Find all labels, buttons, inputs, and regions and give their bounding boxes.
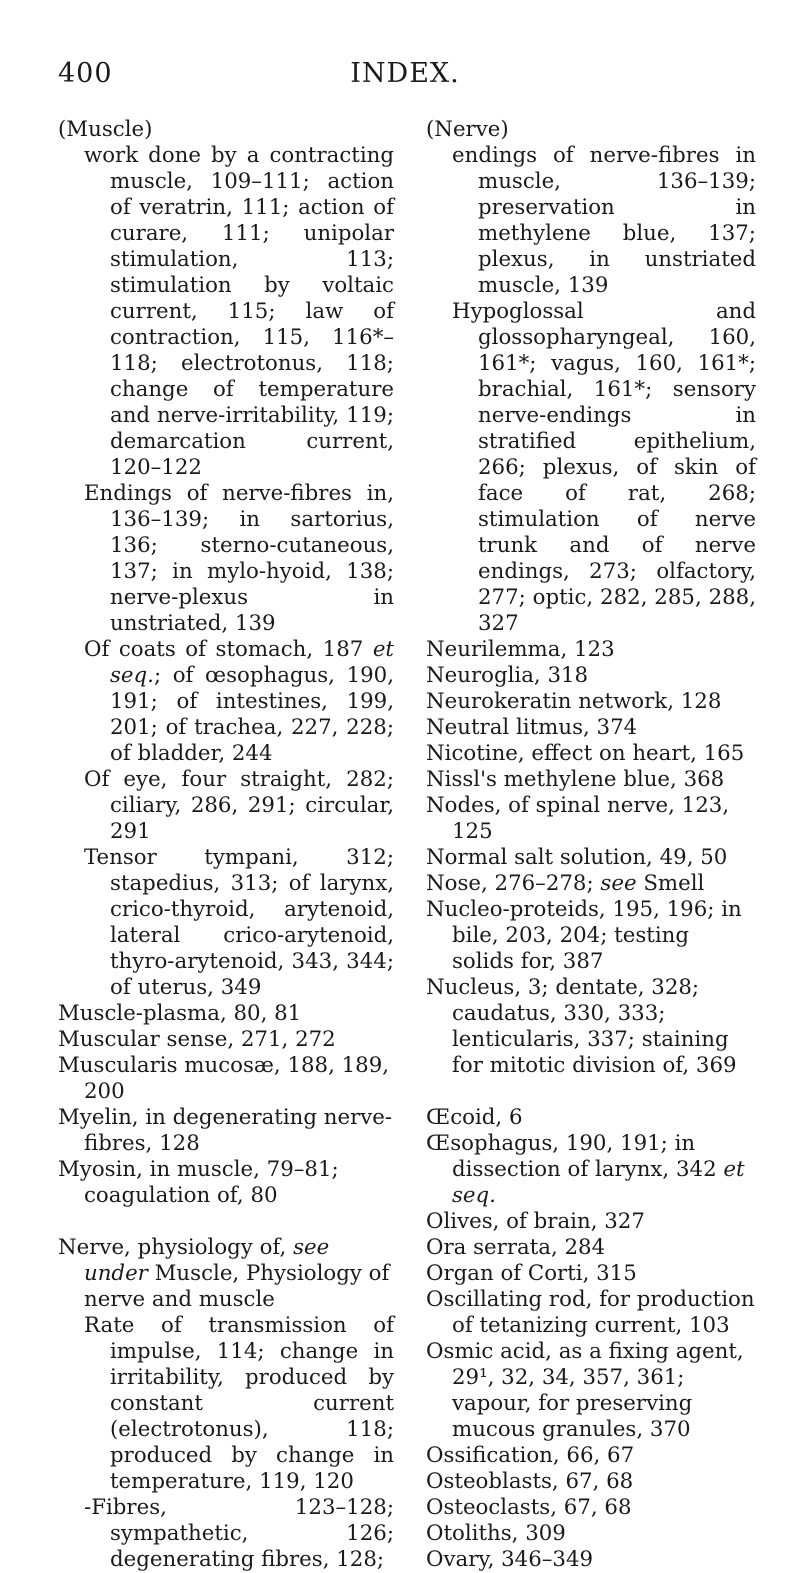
right-index-entry: Neurokeratin network, 128 [426, 689, 722, 714]
right-continued-heading: (Nerve) [426, 117, 509, 142]
right-index-entry: Osteoblasts, 67, 68 [426, 1469, 634, 1494]
right-index-entry: Nucleus, 3; dentate, 328; caudatus, 330, 333; lenticularis, 337; staining for mitotic division of, 369 [426, 975, 737, 1078]
right-index-entry: Nicotine, effect on heart, 165 [426, 741, 745, 766]
left-index-entry: Muscle-plasma, 80, 81 [58, 1001, 302, 1026]
section-gap [426, 1079, 756, 1105]
left-index-entry: Muscularis mucosæ, 188, 189, 200 [58, 1053, 390, 1104]
right-index-entry: Neutral litmus, 374 [426, 715, 638, 740]
right-index-entry: Ossification, 66, 67 [426, 1443, 635, 1468]
right-index-entry: Neuroglia, 318 [426, 663, 589, 688]
right-index-entry: Ora serrata, 284 [426, 1235, 606, 1260]
right-index-entry: Organ of Corti, 315 [426, 1261, 637, 1286]
left-index-subentry: Of coats of stomach, 187 et seq.; of œsophagus, 190, 191; of intestines, 199, 201; of trachea, 227, 228; of bladder, 244 [84, 637, 394, 766]
right-index-entry: Nodes, of spinal nerve, 123, 125 [426, 793, 730, 844]
right-index-entry: Normal salt solution, 49, 50 [426, 845, 728, 870]
right-index-entry: Ovary, 346–349 [426, 1547, 594, 1572]
right-index-column [426, 117, 756, 1573]
right-index-subentry: endings of nerve-fibres in muscle, 136–139; preservation in methylene blue, 137; plexus, in unstriated muscle, 139 [452, 143, 756, 298]
right-index-entry: Osteoclasts, 67, 68 [426, 1495, 632, 1520]
right-index-entry: Nissl's methylene blue, 368 [426, 767, 725, 792]
right-index-entry: Nose, 276–278; see Smell [426, 871, 705, 896]
left-index-entry: Myelin, in degenerating nerve-fibres, 128 [58, 1105, 393, 1156]
section-gap [58, 1209, 394, 1235]
right-index-entry: Œcoid, 6 [426, 1105, 523, 1130]
right-index-entry: Olives, of brain, 327 [426, 1209, 645, 1234]
left-index-subentry: Rate of transmission of impulse, 114; change in irritability, produced by constant current (electrotonus), 118; produced by change in temperature, 119, 120 [84, 1313, 394, 1494]
right-index-entry: Œsophagus, 190, 191; in dissection of larynx, 342 et seq. [426, 1131, 745, 1208]
page-number: 400 [58, 58, 113, 89]
left-index-subentry: Tensor tympani, 312; stapedius, 313; of larynx, crico-thyroid, arytenoid, lateral crico-arytenoid, thyro-arytenoid, 343, 344; of uterus, 349 [84, 845, 394, 1000]
left-index-subentry: Endings of nerve-fibres in, 136–139; in sartorius, 136; sterno-cutaneous, 137; in mylo-hyoid, 138; nerve-plexus in unstriated, 139 [84, 481, 394, 636]
left-index-entry: Myosin, in muscle, 79–81; coagulation of, 80 [58, 1157, 339, 1208]
right-index-entry: Neurilemma, 123 [426, 637, 615, 662]
left-index-subentry: Of eye, four straight, 282; ciliary, 286, 291; circular, 291 [84, 767, 394, 844]
right-index-entry: Otoliths, 309 [426, 1521, 566, 1546]
left-index-entry: Nerve, physiology of, see under Muscle, Physiology of nerve and muscle [58, 1235, 390, 1312]
right-index-entry: Osmic acid, as a fixing agent, 29¹, 32, 34, 357, 361; vapour, for preserving mucous granules, 370 [426, 1339, 744, 1442]
left-index-subentry: work done by a contracting muscle, 109–111; action of veratrin, 111; action of curare, 111; unipolar stimulation, 113; stimulation by voltaic current, 115; law of contraction, 115, 116*–118; electrotonus, 118; change of temperature and nerve-irritability, 119; demarcation current, 120–122 [84, 143, 394, 480]
page-title: INDEX. [350, 58, 460, 89]
left-index-column [58, 117, 394, 1573]
right-index-entry: Oscillating rod, for production of tetanizing current, 103 [426, 1287, 755, 1338]
right-index-subentry: Hypoglossal and glossopharyngeal, 160, 161*; vagus, 160, 161*; brachial, 161*; sensory nerve-endings in stratified epithelium, 266; plexus, of skin of face of rat, 268; stimulation of nerve trunk and of nerve endings, 273; olfactory, 277; optic, 282, 285, 288, 327 [452, 299, 756, 636]
left-continued-heading: (Muscle) [58, 117, 153, 142]
right-index-entry: Nucleo-proteids, 195, 196; in bile, 203, 204; testing solids for, 387 [426, 897, 742, 974]
left-index-subentry: -Fibres, 123–128; sympathetic, 126; degenerating fibres, 128; [84, 1495, 394, 1572]
left-index-entry: Muscular sense, 271, 272 [58, 1027, 336, 1052]
